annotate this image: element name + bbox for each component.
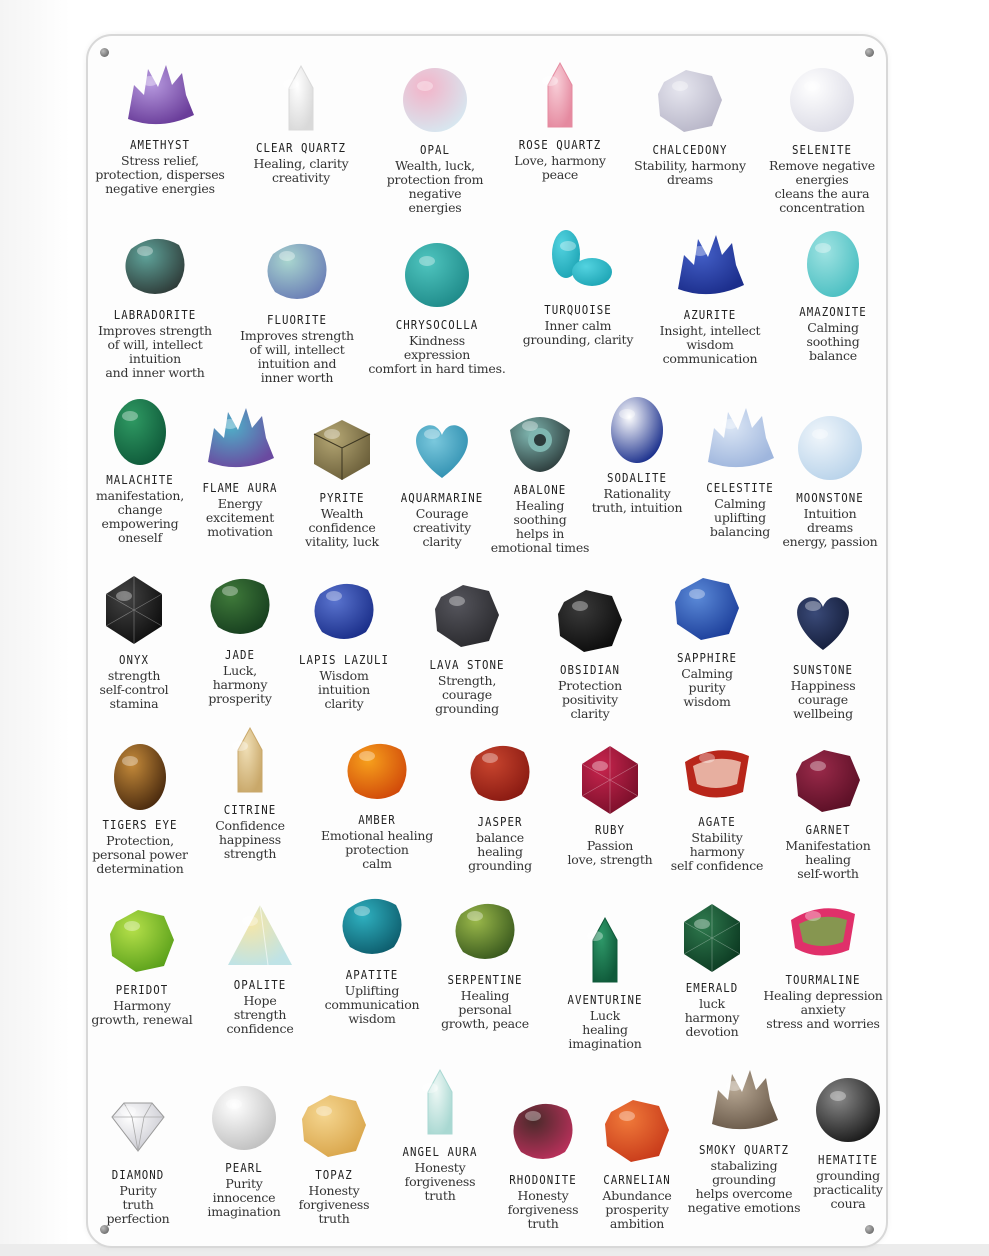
- gem-description-line: Courage: [415, 506, 469, 521]
- gem-description-line: peace: [541, 167, 579, 182]
- gem-description-line: happiness: [219, 832, 281, 847]
- gem-description: [80, 324, 230, 380]
- gem-name: DIAMOND: [111, 1167, 165, 1182]
- gem-description-line: helps overcome: [695, 1186, 793, 1201]
- gem-description: [773, 1169, 923, 1211]
- gem-description-line: confidence: [226, 1021, 294, 1036]
- gem-description-line: Insight, intellect: [659, 323, 761, 338]
- gem-name: OPAL: [419, 142, 451, 157]
- gem-description: [748, 989, 898, 1031]
- gem-description-line: Kindness: [408, 333, 466, 348]
- gem-name: AZURITE: [683, 307, 737, 322]
- gem-description-line: balance: [476, 830, 524, 845]
- gem-description-line: concentration: [779, 200, 865, 215]
- gem-description-line: Purity: [225, 1176, 263, 1191]
- gem-description-line: vitality, luck: [305, 534, 379, 549]
- gem-card-amethyst: [85, 55, 235, 196]
- gem-description-line: helps in: [515, 526, 565, 541]
- gem-name: SELENITE: [791, 142, 853, 157]
- gem-name: CHRYSOCOLLA: [395, 317, 479, 332]
- gem-description-line: Calming: [681, 666, 733, 681]
- gem-description-line: Hope: [243, 993, 277, 1008]
- amethyst-cluster-icon: [85, 55, 235, 135]
- gem-description-line: creativity: [272, 170, 330, 185]
- gem-description-line: Wealth, luck,: [395, 158, 475, 173]
- gem-description-line: cleans the aura: [774, 186, 870, 201]
- gem-description-line: and inner worth: [105, 365, 205, 380]
- gem-description-line: harmony: [212, 677, 268, 692]
- gem-description-line: negative: [408, 186, 462, 201]
- gem-description-line: manifestation,: [95, 488, 185, 503]
- gem-description-line: calm: [362, 856, 392, 871]
- gem-description-line: personal power: [92, 847, 188, 862]
- gem-name: AQUARMARINE: [400, 490, 484, 505]
- gem-description-line: communication: [662, 351, 758, 366]
- gem-name: LAPIS LAZULI: [298, 652, 390, 667]
- gem-card-chalcedony: [615, 60, 765, 187]
- gem-description-line: Love, harmony: [514, 153, 606, 168]
- gem-description-line: Stress relief,: [121, 153, 199, 168]
- gem-card-hematite: [773, 1070, 923, 1211]
- gem-description-line: growth, renewal: [91, 1012, 193, 1027]
- gem-description-line: truth, intuition: [591, 500, 683, 515]
- gem-description-line: Passion: [586, 838, 634, 853]
- gem-description-line: Luck: [589, 1008, 621, 1023]
- gem-name: SERPENTINE: [447, 972, 523, 987]
- tourmaline-slice-icon: [748, 890, 898, 970]
- gem-name: EMERALD: [685, 980, 739, 995]
- gem-name: CHALCEDONY: [652, 142, 728, 157]
- gem-description-line: soothing: [513, 512, 567, 527]
- gem-description-line: protection, disperses: [95, 167, 225, 182]
- gem-description-line: Improves strength: [240, 328, 354, 343]
- gem-name: ROSE QUARTZ: [518, 137, 602, 152]
- gem-description-line: forgiveness: [404, 1174, 476, 1189]
- gem-description-line: Wisdom: [319, 668, 369, 683]
- gem-description-line: soothing: [806, 334, 860, 349]
- gem-name: LAVA STONE: [429, 657, 505, 672]
- gem-description: [615, 159, 765, 187]
- gem-description-line: Purity: [119, 1183, 157, 1198]
- gem-description: [753, 839, 903, 881]
- gem-name: JASPER: [477, 814, 523, 829]
- gem-description-line: forgiveness: [507, 1202, 579, 1217]
- gem-description-line: practicality: [813, 1182, 883, 1197]
- gem-description: [485, 154, 635, 182]
- gem-card-clear-quartz: [226, 58, 376, 185]
- gem-description-line: stabalizing: [710, 1158, 778, 1173]
- gem-description-line: confidence: [308, 520, 376, 535]
- gem-description-line: inner worth: [260, 370, 334, 385]
- gem-card-fluorite: [222, 230, 372, 385]
- gem-card-chrysocolla: [362, 235, 512, 376]
- gem-name: OPALITE: [233, 977, 287, 992]
- turquoise-stones-icon: [503, 220, 653, 300]
- gem-description: [362, 334, 512, 376]
- gem-card-garnet: [753, 740, 903, 881]
- gem-description-line: healing: [805, 852, 851, 867]
- gem-description-line: negative energies: [105, 181, 215, 196]
- gem-name: AMETHYST: [129, 137, 191, 152]
- gem-description-line: intuition: [129, 351, 181, 366]
- gem-description-line: Honesty: [414, 1160, 466, 1175]
- gem-card-rose-quartz: [485, 55, 635, 182]
- gem-name: FLAME AURA: [202, 480, 278, 495]
- gem-description-line: devotion: [685, 1024, 739, 1039]
- gem-name: AVENTURINE: [567, 992, 643, 1007]
- gem-description-line: strength: [223, 846, 277, 861]
- gem-description-line: prosperity: [208, 691, 272, 706]
- gem-description: [503, 319, 653, 347]
- garnet-crystal-icon: [753, 740, 903, 820]
- gem-name: LABRADORITE: [113, 307, 197, 322]
- gem-name: APATITE: [345, 967, 399, 982]
- gem-description-line: wisdom: [686, 337, 734, 352]
- gem-name: OBSIDIAN: [559, 662, 621, 677]
- gem-description-line: imagination: [207, 1204, 281, 1219]
- poster-corner-hole-top-right: [865, 48, 874, 57]
- gem-description-line: healing: [477, 844, 523, 859]
- gem-description-line: change: [117, 502, 163, 517]
- gem-name: PEARL: [225, 1160, 263, 1175]
- gem-name: SMOKY QUARTZ: [698, 1142, 790, 1157]
- gem-description-line: communication: [324, 997, 420, 1012]
- gem-description-line: love, strength: [567, 852, 653, 867]
- gem-name: SAPPHIRE: [676, 650, 738, 665]
- gem-description-line: Healing depression: [763, 988, 883, 1003]
- gem-name: TIGERS EYE: [102, 817, 178, 832]
- gem-description-line: imagination: [568, 1036, 642, 1051]
- gem-description-line: Energy: [217, 496, 263, 511]
- gem-name: CITRINE: [223, 802, 277, 817]
- gem-description-line: protection from: [386, 172, 484, 187]
- gem-description-line: strength: [107, 668, 161, 683]
- gem-description-line: harmony: [689, 844, 745, 859]
- gem-description-line: forgiveness: [298, 1197, 370, 1212]
- gem-description-line: Uplifting: [344, 983, 400, 998]
- gem-description-line: healing: [582, 1022, 628, 1037]
- gem-description-line: Abundance: [602, 1188, 672, 1203]
- gem-name: MOONSTONE: [796, 490, 864, 505]
- gem-description-line: Luck,: [223, 663, 257, 678]
- gem-card-turquoise: [503, 220, 653, 347]
- gem-card-moonstone: [755, 408, 905, 549]
- gem-description-line: ambition: [609, 1216, 665, 1231]
- gem-description-line: truth: [122, 1197, 154, 1212]
- gem-description-line: courage: [441, 687, 492, 702]
- gem-description: [748, 679, 898, 721]
- gem-description-line: of will, intellect: [107, 337, 203, 352]
- gem-description-line: Emotional healing: [320, 828, 434, 843]
- gem-card-tourmaline: [748, 890, 898, 1031]
- gem-description: [755, 507, 905, 549]
- gem-description-line: prosperity: [605, 1202, 669, 1217]
- hematite-sphere-icon: [773, 1070, 923, 1150]
- gem-description: [85, 154, 235, 196]
- gem-description-line: negative emotions: [687, 1200, 801, 1215]
- gem-description-line: energies: [795, 172, 849, 187]
- gem-name: MALACHITE: [106, 472, 174, 487]
- gem-description-line: Honesty: [308, 1183, 360, 1198]
- gem-card-labradorite: [80, 225, 230, 380]
- gem-description-line: Happiness: [790, 678, 856, 693]
- gem-description-line: Strength,: [437, 673, 497, 688]
- gem-description-line: Honesty: [517, 1188, 569, 1203]
- gem-description-line: intuition and: [257, 356, 337, 371]
- gem-description-line: intuition: [318, 682, 370, 697]
- gem-card-amazonite: [758, 222, 908, 363]
- gem-description-line: Remove negative: [768, 158, 875, 173]
- gem-description-line: clarity: [324, 696, 364, 711]
- gem-description-line: Improves strength: [98, 323, 212, 338]
- gem-description-line: of will, intellect: [249, 342, 345, 357]
- gem-name: FLUORITE: [266, 312, 328, 327]
- gem-description-line: wisdom: [683, 694, 731, 709]
- gem-description-line: grounding, clarity: [522, 332, 634, 347]
- gem-name: GARNET: [805, 822, 851, 837]
- gem-name: TURQUOISE: [544, 302, 612, 317]
- chrysocolla-sphere-icon: [362, 235, 512, 315]
- gem-description-line: luck: [699, 996, 725, 1011]
- sunstone-heart-icon: [748, 580, 898, 660]
- gem-description-line: stress and worries: [766, 1016, 880, 1031]
- gem-description-line: empowering: [101, 516, 179, 531]
- gem-name: ABALONE: [513, 482, 567, 497]
- gem-description-line: personal: [458, 1002, 512, 1017]
- gem-description-line: truth: [424, 1188, 456, 1203]
- gem-description-line: expression: [403, 347, 471, 362]
- clear-quartz-point-icon: [226, 58, 376, 138]
- gem-name: RUBY: [594, 822, 626, 837]
- gem-name: CLEAR QUARTZ: [255, 140, 347, 155]
- gem-name: TOURMALINE: [785, 972, 861, 987]
- gem-description-line: creativity: [413, 520, 471, 535]
- gem-name: ONYX: [118, 652, 150, 667]
- gem-name: JADE: [224, 647, 256, 662]
- gem-description-line: Inner calm: [544, 318, 612, 333]
- gem-description: [226, 157, 376, 185]
- gem-name: PERIDOT: [115, 982, 169, 997]
- gem-description-line: Healing: [460, 988, 510, 1003]
- gem-description-line: purity: [688, 680, 726, 695]
- gem-description-line: motivation: [207, 524, 273, 539]
- fluorite-stone-icon: [222, 230, 372, 310]
- gem-name: AMAZONITE: [799, 304, 867, 319]
- gem-description: [758, 321, 908, 363]
- gem-description-line: Stability: [691, 830, 743, 845]
- moonstone-sphere-icon: [755, 408, 905, 488]
- gem-description-line: positivity: [561, 692, 619, 707]
- gem-description-line: balance: [809, 348, 857, 363]
- gem-card-selenite: [747, 60, 897, 215]
- gem-description-line: Wealth: [320, 506, 364, 521]
- poster-corner-hole-bottom-left: [100, 1225, 109, 1234]
- gem-description-line: Manifestation: [785, 838, 871, 853]
- gem-description-line: Harmony: [113, 998, 171, 1013]
- gem-description-line: harmony: [684, 1010, 740, 1025]
- gem-description-line: Healing: [515, 498, 565, 513]
- gem-description-line: uplifting: [714, 510, 766, 525]
- gem-description-line: Confidence: [215, 818, 285, 833]
- gem-description-line: perfection: [106, 1211, 170, 1226]
- gem-description-line: truth: [527, 1216, 559, 1231]
- gem-description-line: innocence: [212, 1190, 276, 1205]
- gem-name: SODALITE: [606, 470, 668, 485]
- gem-description-line: dreams: [807, 520, 853, 535]
- gem-name: CARNELIAN: [603, 1172, 671, 1187]
- gem-description: [222, 329, 372, 385]
- gem-description-line: courage: [797, 692, 848, 707]
- gem-description-line: dreams: [667, 172, 713, 187]
- gem-name: RHODONITE: [509, 1172, 577, 1187]
- gem-description-line: comfort in hard times.: [368, 361, 506, 376]
- gem-name: PYRITE: [319, 490, 365, 505]
- gem-description-line: self-control: [99, 682, 169, 697]
- gem-description-line: Intuition: [803, 506, 857, 521]
- gem-description-line: growth, peace: [441, 1016, 529, 1031]
- gem-description-line: truth: [318, 1211, 350, 1226]
- gem-description-line: stamina: [109, 696, 159, 711]
- gem-description-line: determination: [96, 861, 184, 876]
- rose-quartz-point-icon: [485, 55, 635, 135]
- gem-description: [747, 159, 897, 215]
- gem-description-line: clarity: [422, 534, 462, 549]
- gem-description-line: strength: [233, 1007, 287, 1022]
- gem-description-line: self-worth: [797, 866, 859, 881]
- chalcedony-rough-icon: [615, 60, 765, 140]
- gem-description-line: excitement: [205, 510, 275, 525]
- gem-description-line: emotional times: [490, 540, 590, 555]
- gem-description-line: wisdom: [348, 1011, 396, 1026]
- labradorite-stone-icon: [80, 225, 230, 305]
- gem-description-line: anxiety: [800, 1002, 846, 1017]
- gem-card-sunstone: [748, 580, 898, 721]
- gem-description-line: self confidence: [670, 858, 764, 873]
- gem-name: TOPAZ: [315, 1167, 353, 1182]
- gem-name: SUNSTONE: [792, 662, 854, 677]
- gem-description-line: Protection,: [106, 833, 174, 848]
- gem-description-line: grounding: [435, 701, 499, 716]
- gem-name: HEMATITE: [817, 1152, 879, 1167]
- gem-description-line: grounding: [468, 858, 532, 873]
- gem-description-line: protection: [345, 842, 409, 857]
- gem-description-line: energy, passion: [782, 534, 878, 549]
- gem-description-line: Healing, clarity: [253, 156, 349, 171]
- gem-description-line: grounding: [816, 1168, 880, 1183]
- gem-description-line: balancing: [709, 524, 771, 539]
- gem-description-line: Stability, harmony: [634, 158, 746, 173]
- gem-name: AGATE: [698, 814, 736, 829]
- gem-name: AMBER: [358, 812, 396, 827]
- selenite-stone-icon: [747, 60, 897, 140]
- gem-description-line: coura: [830, 1196, 866, 1211]
- gem-description-line: grounding: [712, 1172, 776, 1187]
- gem-name: CELESTITE: [706, 480, 774, 495]
- poster-corner-hole-bottom-right: [865, 1225, 874, 1234]
- gem-description-line: Protection: [558, 678, 622, 693]
- gem-description-line: clarity: [570, 706, 610, 721]
- gem-description-line: Calming: [807, 320, 859, 335]
- gem-description-line: energies: [408, 200, 462, 215]
- gem-description-line: Rationality: [603, 486, 671, 501]
- gem-description-line: oneself: [117, 530, 162, 545]
- gem-description-line: Calming: [714, 496, 766, 511]
- gem-description-line: wellbeing: [793, 706, 853, 721]
- amazonite-egg-icon: [758, 222, 908, 302]
- gem-name: ANGEL AURA: [402, 1144, 478, 1159]
